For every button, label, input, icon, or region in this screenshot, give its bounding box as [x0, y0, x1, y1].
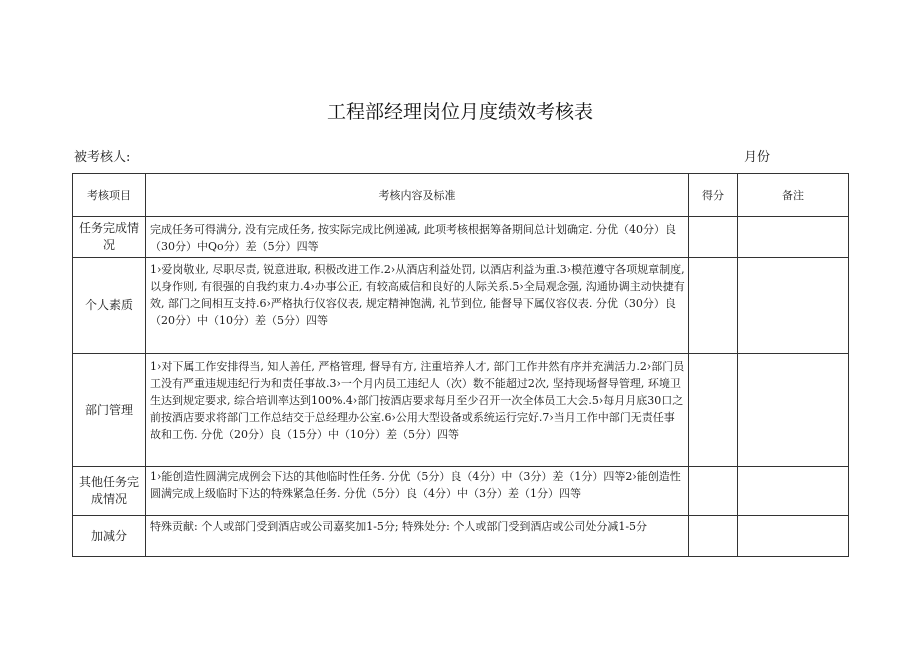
- row-content-text: 1›对下属工作安排得当, 知人善任, 严格管理, 督导有方, 注重培养人才, 部门工作井然有序并充满活力.2›部门员工没有严重违规违纪行为和责任事故.3›一个月内员工违纪人（次）数不能超过2次, 坚持现场督导管理, 环境卫生达到规定要求, 综合培训率达到100%.4›部门按酒店要求每月至少召开一次全体员工大会.5›每月月底30口之前按酒店要求将部门工作总结交于总经理办公室.6›公用大型设备或系统运行完好.7›当月工作中部门无责任事故和工伤. 分优（20分）良（15分）中（10分）差（5分）四等: [150, 360, 685, 441]
- row-item-task-completion: 任务完成情况: [73, 217, 146, 258]
- remarks-cell[interactable]: [738, 467, 849, 516]
- score-cell[interactable]: [689, 467, 738, 516]
- table-row: [73, 258, 849, 354]
- column-header-content: 考核内容及标准: [146, 174, 689, 217]
- row-content-bonus-deduction: [146, 516, 689, 557]
- examinee-label: 被考核人:: [74, 150, 131, 165]
- score-cell[interactable]: [689, 258, 738, 354]
- row-content-text: 1›爱岗敬业, 尽职尽责, 锐意进取, 积极改进工作.2›从酒店利益处罚, 以酒店利益为重.3›模范遵守各项规章制度, 以身作则, 有很强的自我约束力.4›办事公正, 有较高威信和良好的人际关系.5›全局观念强, 沟通协调主动快捷有效, 部门之间相互支持.6›严格执行仪容仪表, 规定精神饱满, 礼节到位, 能督导下属仪容仪表. 分优（30分）良（20分）中（10分）差（5分）四等: [150, 263, 685, 327]
- row-item-other-tasks: 其他任务完成情况: [73, 467, 146, 516]
- row-item-bonus-deduction: 加减分: [73, 516, 146, 557]
- table-row: [73, 516, 849, 557]
- row-content-department-management: [146, 354, 689, 467]
- remarks-cell[interactable]: [738, 516, 849, 557]
- page-title: 工程部经理岗位月度绩效考核表: [326, 101, 593, 123]
- column-header-score: 得分: [689, 174, 738, 217]
- score-cell[interactable]: [689, 354, 738, 467]
- month-label: 月份: [744, 150, 771, 165]
- column-header-item: 考核项目: [73, 174, 146, 217]
- table-row: [73, 354, 849, 467]
- remarks-cell[interactable]: [738, 258, 849, 354]
- row-item-department-management: 部门管理: [73, 354, 146, 467]
- row-content-task-completion: [146, 217, 689, 258]
- table-header-row: [73, 174, 849, 217]
- remarks-cell[interactable]: [738, 354, 849, 467]
- row-content-text: 1›能创造性圆满完成例会下达的其他临时性任务. 分优（5分）良（4分）中（3分）差（1分）四等2›能创造性圆满完成上级临时下达的特殊紧急任务. 分优（5分）良（4分）中（3分）差（1分）四等: [150, 470, 681, 500]
- row-content-personal-quality: [146, 258, 689, 354]
- remarks-cell[interactable]: [738, 217, 849, 258]
- score-cell[interactable]: [689, 217, 738, 258]
- table-row: [73, 217, 849, 258]
- table-row: [73, 467, 849, 516]
- row-content-other-tasks: [146, 467, 689, 516]
- row-item-personal-quality: 个人素质: [73, 258, 146, 354]
- score-cell[interactable]: [689, 516, 738, 557]
- row-content-text: 特殊贡献: 个人或部门受到酒店或公司嘉奖加1-5分; 特殊处分: 个人或部门受到酒店或公司处分减1-5分: [150, 520, 648, 533]
- column-header-remarks: 备注: [738, 174, 849, 217]
- row-content-text: 完成任务可得满分, 没有完成任务, 按实际完成比例递减, 此项考核根据筹备期间总计划确定. 分优（40分）良（30分）中Qo分）差（5分）四等: [150, 223, 676, 253]
- appraisal-table: [72, 173, 849, 557]
